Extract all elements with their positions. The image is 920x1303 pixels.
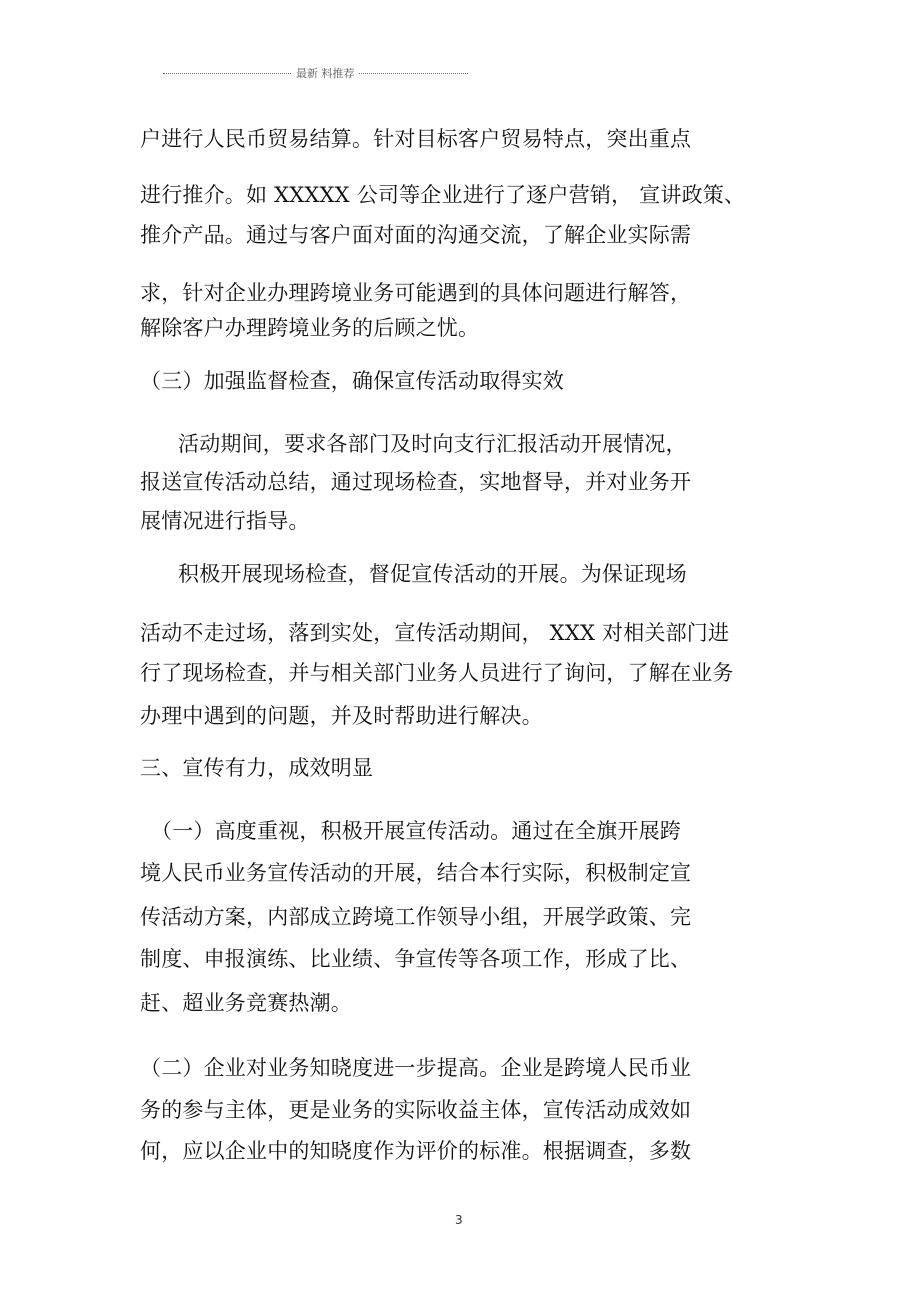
section-heading: （三）加强监督检查，确保宣传活动取得实效 (140, 369, 564, 393)
header-rule-left (163, 73, 291, 74)
page-number: 3 (455, 1213, 463, 1227)
body-line: 赶、超业务竞赛热潮。 (140, 991, 352, 1015)
body-line: 求，针对企业办理跨境业务可能遇到的具体问题进行解答， (140, 281, 692, 305)
body-line: 行了现场检查，并与相关部门业务人员进行了询问，了解在业务 (140, 661, 734, 685)
body-line: 积极开展现场检查，督促宣传活动的开展。为保证现场 (178, 562, 687, 586)
header-label: 最新 料推荐 (296, 67, 355, 80)
section-heading: 三、宣传有力，成效明显 (140, 756, 374, 780)
header-rule-right (359, 73, 468, 74)
body-line: 活动不走过场，落到实处，宣传活动期间， XXX 对相关部门进 (140, 621, 730, 645)
body-line: 进行推介。如 XXXXX 公司等企业进行了逐户营销， 宣讲政策、 (140, 183, 746, 207)
body-line: （一）高度重视，积极开展宣传活动。通过在全旗开展跨 (151, 819, 681, 843)
body-line: 报送宣传活动总结，通过现场检查，实地督导，并对业务开 (140, 470, 692, 494)
body-line: 务的参与主体，更是业务的实际收益主体，宣传活动成效如 (140, 1098, 692, 1122)
body-line: 制度、申报演练、比业绩、争宣传等各项工作，形成了比、 (140, 947, 692, 971)
body-line: 办理中遇到的问题，并及时帮助进行解决。 (140, 704, 543, 728)
body-line: 推介产品。通过与客户面对面的沟通交流，了解企业实际需 (140, 223, 692, 247)
body-line: 解除客户办理跨境业务的后顾之忧。 (140, 316, 480, 340)
body-line: 传活动方案，内部成立跨境工作领导小组，开展学政策、完 (140, 905, 692, 929)
body-line: 展情况进行指导。 (140, 509, 310, 533)
body-line: 户进行人民币贸易结算。针对目标客户贸易特点，突出重点 (140, 127, 692, 151)
body-line: 境人民币业务宣传活动的开展，结合本行实际，积极制定宣 (140, 861, 692, 885)
body-line: （二）企业对业务知晓度进一步提高。企业是跨境人民币业 (140, 1056, 692, 1080)
body-line: 活动期间，要求各部门及时向支行汇报活动开展情况， (178, 432, 687, 456)
body-line: 何，应以企业中的知晓度作为评价的标准。根据调查，多数 (140, 1139, 692, 1163)
page-header (163, 63, 468, 83)
